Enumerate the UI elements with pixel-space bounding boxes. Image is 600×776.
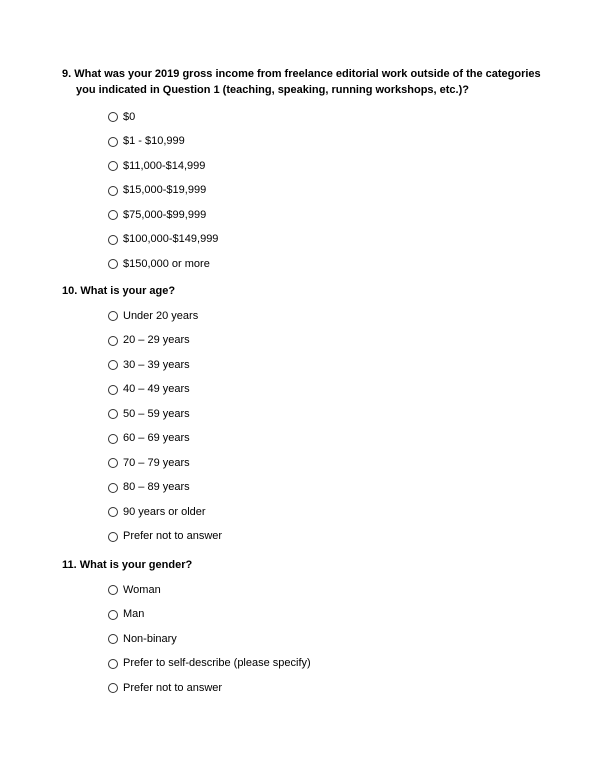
radio-option[interactable] xyxy=(108,179,600,204)
question-number: 10. xyxy=(62,285,78,297)
radio-option[interactable] xyxy=(108,252,600,277)
question-options xyxy=(0,304,600,549)
question-block-11 xyxy=(0,557,600,701)
radio-option[interactable] xyxy=(108,427,600,452)
radio-option-label: 60 – 69 years xyxy=(123,432,190,445)
radio-option[interactable] xyxy=(108,525,600,550)
radio-option-label: 90 years or older xyxy=(123,505,206,518)
radio-button-icon[interactable] xyxy=(108,210,118,220)
radio-option-label: 30 – 39 years xyxy=(123,358,190,371)
radio-option[interactable] xyxy=(108,353,600,378)
question-heading xyxy=(62,283,546,299)
radio-option[interactable] xyxy=(108,329,600,354)
radio-button-icon[interactable] xyxy=(108,610,118,620)
question-options xyxy=(0,578,600,701)
radio-option-label: $0 xyxy=(123,110,136,123)
radio-button-icon[interactable] xyxy=(108,259,118,269)
radio-button-icon[interactable] xyxy=(108,483,118,493)
radio-option[interactable] xyxy=(108,500,600,525)
radio-button-icon[interactable] xyxy=(108,532,118,542)
radio-option-label: 80 – 89 years xyxy=(123,481,190,494)
radio-option[interactable] xyxy=(108,627,600,652)
radio-button-icon[interactable] xyxy=(108,161,118,171)
radio-button-icon[interactable] xyxy=(108,385,118,395)
radio-button-icon[interactable] xyxy=(108,634,118,644)
question-heading xyxy=(62,66,546,98)
radio-button-icon[interactable] xyxy=(108,458,118,468)
radio-option[interactable] xyxy=(108,105,600,130)
question-number: 9. xyxy=(62,68,72,80)
radio-option-label: Prefer to self-describe (please specify) xyxy=(123,657,311,670)
radio-option[interactable] xyxy=(108,402,600,427)
radio-option-label: 20 – 29 years xyxy=(123,334,190,347)
radio-button-icon[interactable] xyxy=(108,235,118,245)
radio-option-label: Man xyxy=(123,608,145,621)
radio-button-icon[interactable] xyxy=(108,336,118,346)
radio-option-label: 70 – 79 years xyxy=(123,456,190,469)
radio-option-label: 40 – 49 years xyxy=(123,383,190,396)
radio-option-label: $100,000-$149,999 xyxy=(123,233,219,246)
radio-button-icon[interactable] xyxy=(108,112,118,122)
radio-button-icon[interactable] xyxy=(108,311,118,321)
radio-option[interactable] xyxy=(108,578,600,603)
radio-button-icon[interactable] xyxy=(108,434,118,444)
question-options xyxy=(0,105,600,277)
radio-option[interactable] xyxy=(108,451,600,476)
radio-option-label: $75,000-$99,999 xyxy=(123,208,207,221)
question-text: What is your gender? xyxy=(79,559,193,571)
radio-option-label: Woman xyxy=(123,583,161,596)
radio-option[interactable] xyxy=(108,154,600,179)
radio-button-icon[interactable] xyxy=(108,186,118,196)
question-heading xyxy=(62,557,546,573)
radio-option-label: Prefer not to answer xyxy=(123,681,223,694)
radio-button-icon[interactable] xyxy=(108,137,118,147)
radio-option-label: Prefer not to answer xyxy=(123,530,223,543)
radio-option[interactable] xyxy=(108,378,600,403)
radio-option-label: Under 20 years xyxy=(123,309,199,322)
radio-option[interactable] xyxy=(108,228,600,253)
radio-option-label: $1 - $10,999 xyxy=(123,135,185,148)
radio-option-label: 50 – 59 years xyxy=(123,407,190,420)
radio-option[interactable] xyxy=(108,476,600,501)
radio-button-icon[interactable] xyxy=(108,360,118,370)
question-block-9 xyxy=(0,66,600,277)
radio-option-label: $11,000-$14,999 xyxy=(123,159,206,172)
question-number: 11. xyxy=(62,559,77,571)
radio-button-icon[interactable] xyxy=(108,507,118,517)
radio-option[interactable] xyxy=(108,676,600,701)
radio-option-label: Non-binary xyxy=(123,632,177,645)
question-text: What is your age? xyxy=(80,285,176,297)
radio-button-icon[interactable] xyxy=(108,683,118,693)
radio-option-label: $150,000 or more xyxy=(123,257,210,270)
radio-option[interactable] xyxy=(108,203,600,228)
radio-button-icon[interactable] xyxy=(108,659,118,669)
radio-option[interactable] xyxy=(108,603,600,628)
radio-option-label: $15,000-$19,999 xyxy=(123,184,207,197)
question-text: What was your 2019 gross income from freelance editorial work outside of the categories you indicated in Question 1 (teaching, speaking, running workshops, etc.)? xyxy=(74,68,541,96)
radio-option[interactable] xyxy=(108,652,600,677)
radio-option[interactable] xyxy=(108,130,600,155)
radio-button-icon[interactable] xyxy=(108,409,118,419)
question-block-10 xyxy=(0,283,600,549)
radio-option[interactable] xyxy=(108,304,600,329)
radio-button-icon[interactable] xyxy=(108,585,118,595)
